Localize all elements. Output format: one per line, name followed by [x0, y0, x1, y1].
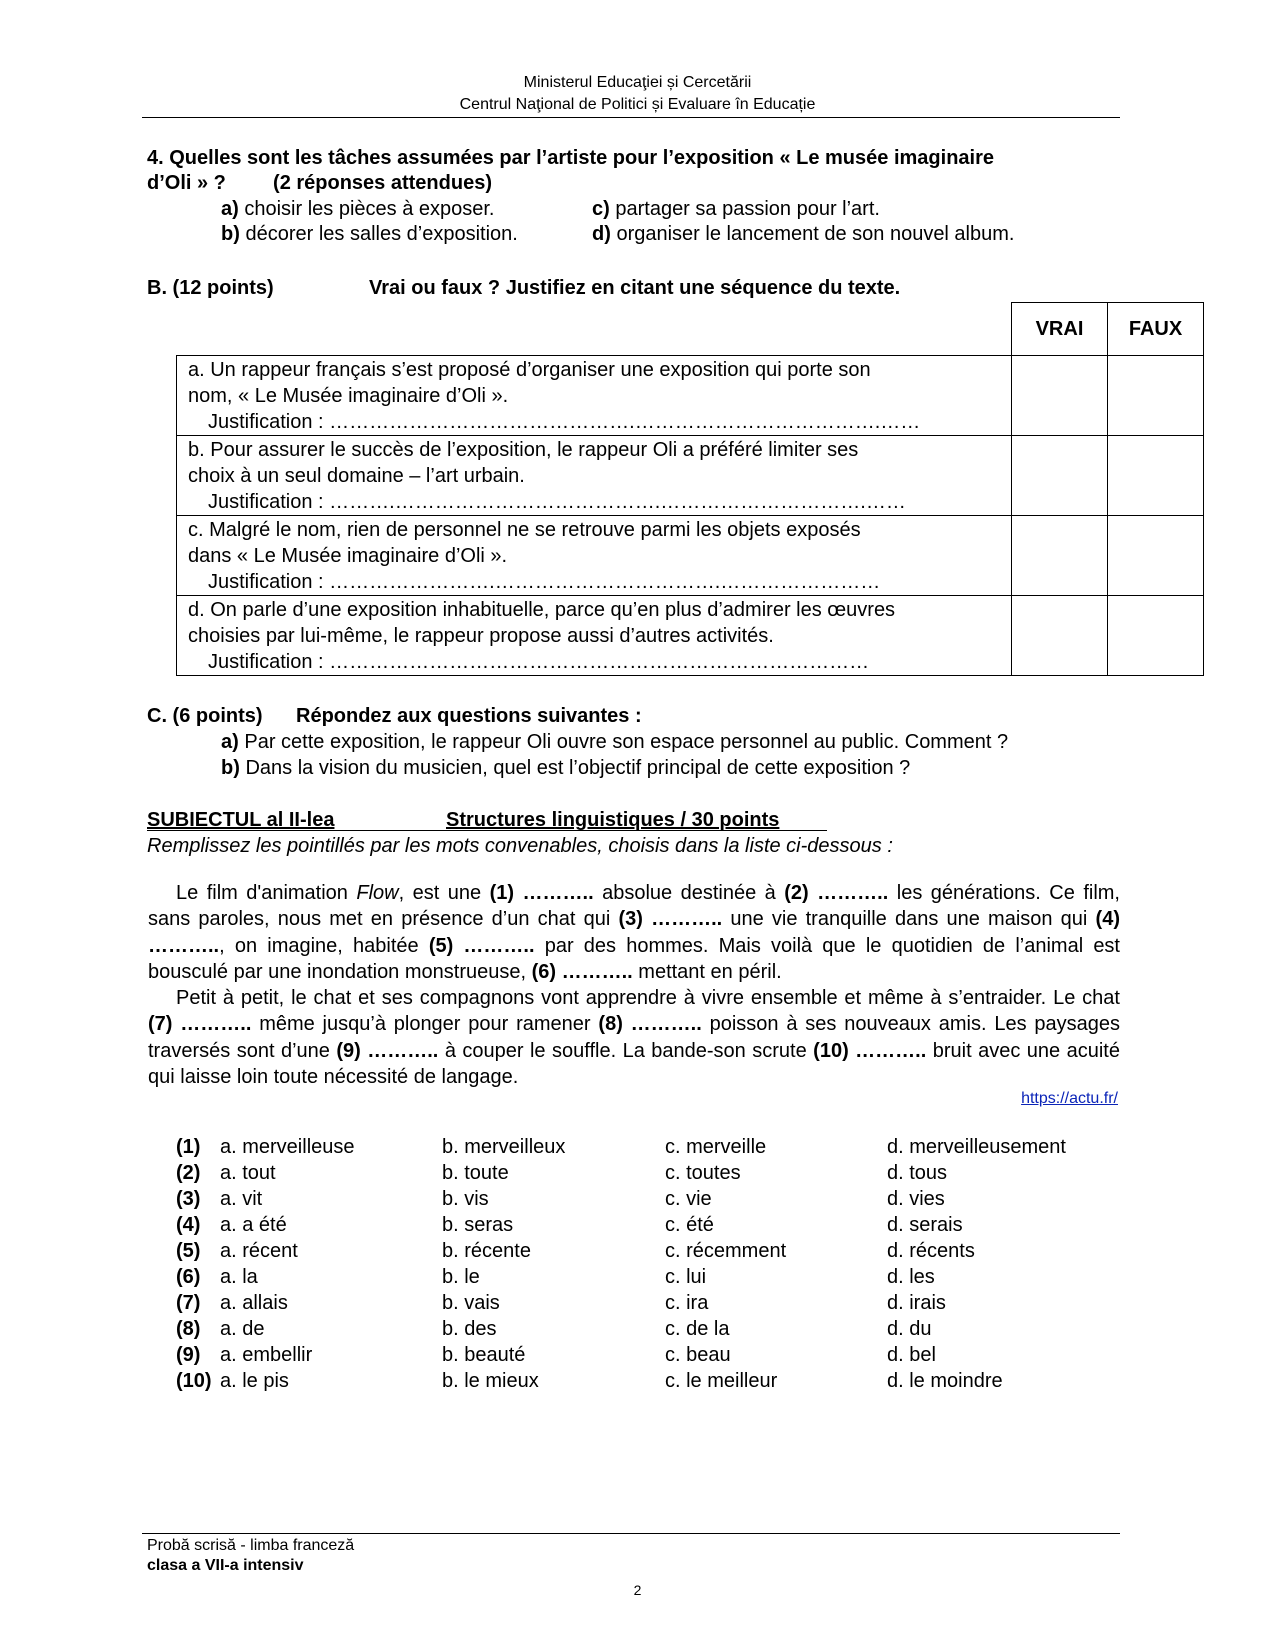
vrai-box-a[interactable] [1012, 356, 1108, 436]
option-number: (2) [176, 1162, 201, 1184]
gap-10: (10) [813, 1039, 849, 1062]
option-choice-c[interactable]: c. beau [665, 1344, 731, 1366]
question4-option-b: b) décorer les salles d’exposition. [221, 223, 518, 245]
justification-field-a[interactable]: Justification : ……………………………………….……………………………….…… [208, 411, 921, 433]
subject2-title: Structures linguistiques / 30 points [446, 809, 780, 831]
gap-5: (5) [428, 934, 454, 957]
option-choice-a[interactable]: a. de [220, 1318, 265, 1340]
option-choice-b[interactable]: b. seras [442, 1214, 514, 1236]
gap-9: (9) [336, 1039, 361, 1062]
table-row [177, 596, 1204, 676]
sectionC-question-a: a) Par cette exposition, le rappeur Oli ouvre son espace personnel au public. Comment ? [221, 731, 1009, 753]
option-choice-a[interactable]: a. le pis [220, 1370, 289, 1392]
sectionC-instruction: Répondez aux questions suivantes : [296, 705, 642, 727]
question4-title-end: d’Oli » ? [147, 172, 226, 194]
col-header-faux: FAUX [1108, 303, 1204, 356]
faux-box-b[interactable] [1108, 436, 1204, 516]
header-ministry: Ministerul Educaţiei și Cercetării [523, 74, 752, 91]
option-number: (6) [176, 1266, 201, 1288]
statement-b: b. Pour assurer le succès de l’exposition, le rappeur Oli a préféré limiter ses choix à un seul domaine – l’art urbain. Justification : ……….………………………………….………………………….…… [177, 436, 1012, 516]
option-choice-a[interactable]: a. embellir [220, 1344, 313, 1366]
header-rule [142, 117, 1120, 118]
page-number: 2 [633, 1582, 642, 1598]
table-header-row [177, 303, 1204, 356]
option-number: (4) [176, 1214, 201, 1236]
option-choice-b[interactable]: b. toute [442, 1162, 509, 1184]
subject2-instruction: Remplissez les pointillés par les mots convenables, choisis dans la liste ci-dessous : [147, 835, 893, 857]
option-number: (9) [176, 1344, 201, 1366]
option-choice-b[interactable]: b. des [442, 1318, 497, 1340]
option-row [176, 1160, 1096, 1186]
source-link[interactable]: https://actu.fr/ [1021, 1090, 1118, 1107]
col-header-vrai: VRAI [1012, 303, 1108, 356]
option-choice-d[interactable]: d. les [887, 1266, 935, 1288]
footer-exam: Probă scrisă - limba franceză [147, 1537, 355, 1554]
question4-title: 4. Quelles sont les tâches assumées par l’artiste pour l’exposition « Le musée imaginaire [147, 147, 994, 169]
option-choice-c[interactable]: c. lui [665, 1266, 707, 1288]
option-number: (1) [176, 1136, 201, 1158]
vrai-box-c[interactable] [1012, 516, 1108, 596]
option-choice-b[interactable]: b. merveilleux [442, 1136, 566, 1158]
option-choice-d[interactable]: d. récents [887, 1240, 975, 1262]
gap-7: (7) [148, 1013, 173, 1036]
option-choice-c[interactable]: c. de la [665, 1318, 730, 1340]
option-choice-c[interactable]: c. récemment [665, 1240, 787, 1262]
option-choice-b[interactable]: b. vais [442, 1292, 500, 1314]
option-choice-c[interactable]: c. merveille [665, 1136, 767, 1158]
statement-a: a. Un rappeur français s’est proposé d’organiser une exposition qui porte son nom, « Le Musée imaginaire d’Oli ». Justification : ……………………………………….……………………………….…… [177, 356, 1012, 436]
justification-field-d[interactable]: Justification : ……………………………………………………………………… [208, 651, 870, 673]
option-choice-c[interactable]: c. vie [665, 1188, 712, 1210]
gap-2: (2) [784, 882, 809, 904]
option-choice-c[interactable]: c. le meilleur [665, 1370, 778, 1392]
vrai-box-b[interactable] [1012, 436, 1108, 516]
cloze-paragraph-2: Petit à petit, le chat et ses compagnons vont apprendre à vivre ensemble et même à s’entraider. Le chat (7) ……….. même jusqu’à plonger pour ramener (8) ……….. poisson à ses nouveaux amis. Les paysages traversés sont d’une (9) ……….. à couper le souffle. La bande-son scrute (10) ……….. bruit avec une acuité qui laisse loin toute nécessité de langage. [148, 987, 1121, 1088]
sectionB-label: B. (12 points) [147, 277, 274, 299]
gap-1: (1) [489, 882, 515, 904]
option-choice-d[interactable]: d. vies [887, 1188, 945, 1210]
option-choice-d[interactable]: d. irais [887, 1292, 946, 1314]
gap-3: (3) [618, 908, 643, 931]
option-choice-a[interactable]: a. a été [220, 1214, 287, 1236]
subject2-label: SUBIECTUL al II-lea [147, 809, 335, 831]
question4-option-a: a) choisir les pièces à exposer. [221, 198, 495, 220]
sectionB-instruction: Vrai ou faux ? Justifiez en citant une séquence du texte. [369, 277, 901, 299]
justification-field-c[interactable]: Justification : …………………….…………………………….…………………… [208, 571, 881, 593]
true-false-table [176, 302, 1204, 676]
option-choice-a[interactable]: a. la [220, 1266, 258, 1288]
option-number: (3) [176, 1188, 201, 1210]
option-choice-c[interactable]: c. été [665, 1214, 714, 1236]
option-row [176, 1264, 1096, 1290]
table-row [177, 436, 1204, 516]
option-choice-d[interactable]: d. serais [887, 1214, 963, 1236]
sectionC-label: C. (6 points) [147, 705, 263, 727]
question4-option-d: d) organiser le lancement de son nouvel album. [592, 223, 1015, 245]
table-row [177, 356, 1204, 436]
option-choice-b[interactable]: b. le [442, 1266, 480, 1288]
vrai-box-d[interactable] [1012, 596, 1108, 676]
option-choice-d[interactable]: d. du [887, 1318, 932, 1340]
option-row [176, 1134, 1096, 1160]
option-choice-a[interactable]: a. merveilleuse [220, 1136, 355, 1158]
option-number: (8) [176, 1318, 201, 1340]
gap-8: (8) [598, 1013, 623, 1036]
sectionC-question-b: b) Dans la vision du musicien, quel est l’objectif principal de cette exposition ? [221, 757, 911, 779]
option-choice-b[interactable]: b. beauté [442, 1344, 526, 1366]
option-choice-b[interactable]: b. le mieux [442, 1370, 539, 1392]
option-row [176, 1368, 1096, 1394]
question4-title-cont [147, 171, 492, 195]
option-choice-c[interactable]: c. ira [665, 1292, 709, 1314]
option-choice-a[interactable]: a. vit [220, 1188, 263, 1210]
gap-4: (4) [1095, 908, 1120, 931]
option-choice-c[interactable]: c. toutes [665, 1162, 741, 1184]
footer-rule [142, 1533, 1120, 1534]
option-choice-d[interactable]: d. tous [887, 1162, 948, 1184]
statement-c: c. Malgré le nom, rien de personnel ne se retrouve parmi les objets exposés dans « Le Musée imaginaire d’Oli ». Justification : …………………….…………………………….…………………… [177, 516, 1012, 596]
justification-field-b[interactable]: Justification : ……….………………………………….………………………….…… [208, 491, 906, 513]
option-row [176, 1238, 1096, 1264]
option-choice-d[interactable]: d. bel [887, 1344, 936, 1366]
option-number: (7) [176, 1292, 201, 1314]
question4-expected: (2 réponses attendues) [273, 172, 492, 194]
option-row [176, 1342, 1096, 1368]
option-choice-b[interactable]: b. vis [442, 1188, 489, 1210]
subject2-underline [147, 830, 827, 831]
option-choice-b[interactable]: b. récente [442, 1240, 531, 1262]
option-row [176, 1212, 1096, 1238]
footer-class: clasa a VII-a intensiv [147, 1557, 304, 1574]
table-row [177, 516, 1204, 596]
question4-option-c: c) partager sa passion pour l’art. [592, 198, 880, 220]
option-choice-d[interactable]: d. merveilleusement [887, 1136, 1066, 1158]
cloze-paragraph-1: Le film d'animation Flow, est une (1) ……….. absolue destinée à (2) ……….. les générations. Ce film, sans paroles, nous met en présence d’un chat qui (3) ……….. une vie tranquille dans une maison qui (4) ……….., on imagine, habitée (5) ……….. par des hommes. Mais voilà que le quotidien de l’animal est bousculé par une inondation monstrueuse, (6) ……….. mettant en péril. [148, 882, 1120, 983]
option-choice-a[interactable]: a. allais [220, 1292, 288, 1314]
option-choice-d[interactable]: d. le moindre [887, 1370, 1003, 1392]
gap-6: (6) [531, 960, 557, 983]
option-choice-a[interactable]: a. récent [220, 1240, 298, 1262]
header-center: Centrul Naţional de Politici și Evaluare în Educație [459, 96, 816, 113]
option-row [176, 1290, 1096, 1316]
faux-box-d[interactable] [1108, 596, 1204, 676]
option-row [176, 1316, 1096, 1342]
faux-box-a[interactable] [1108, 356, 1204, 436]
statement-d: d. On parle d’une exposition inhabituelle, parce qu’en plus d’admirer les œuvres choisies par lui-même, le rappeur propose aussi d’autres activités. Justification : ……………………………………………………………………… [177, 596, 1012, 676]
option-number: (10) [176, 1370, 212, 1392]
option-row [176, 1186, 1096, 1212]
faux-box-c[interactable] [1108, 516, 1204, 596]
option-choice-a[interactable]: a. tout [220, 1162, 276, 1184]
option-number: (5) [176, 1240, 201, 1262]
